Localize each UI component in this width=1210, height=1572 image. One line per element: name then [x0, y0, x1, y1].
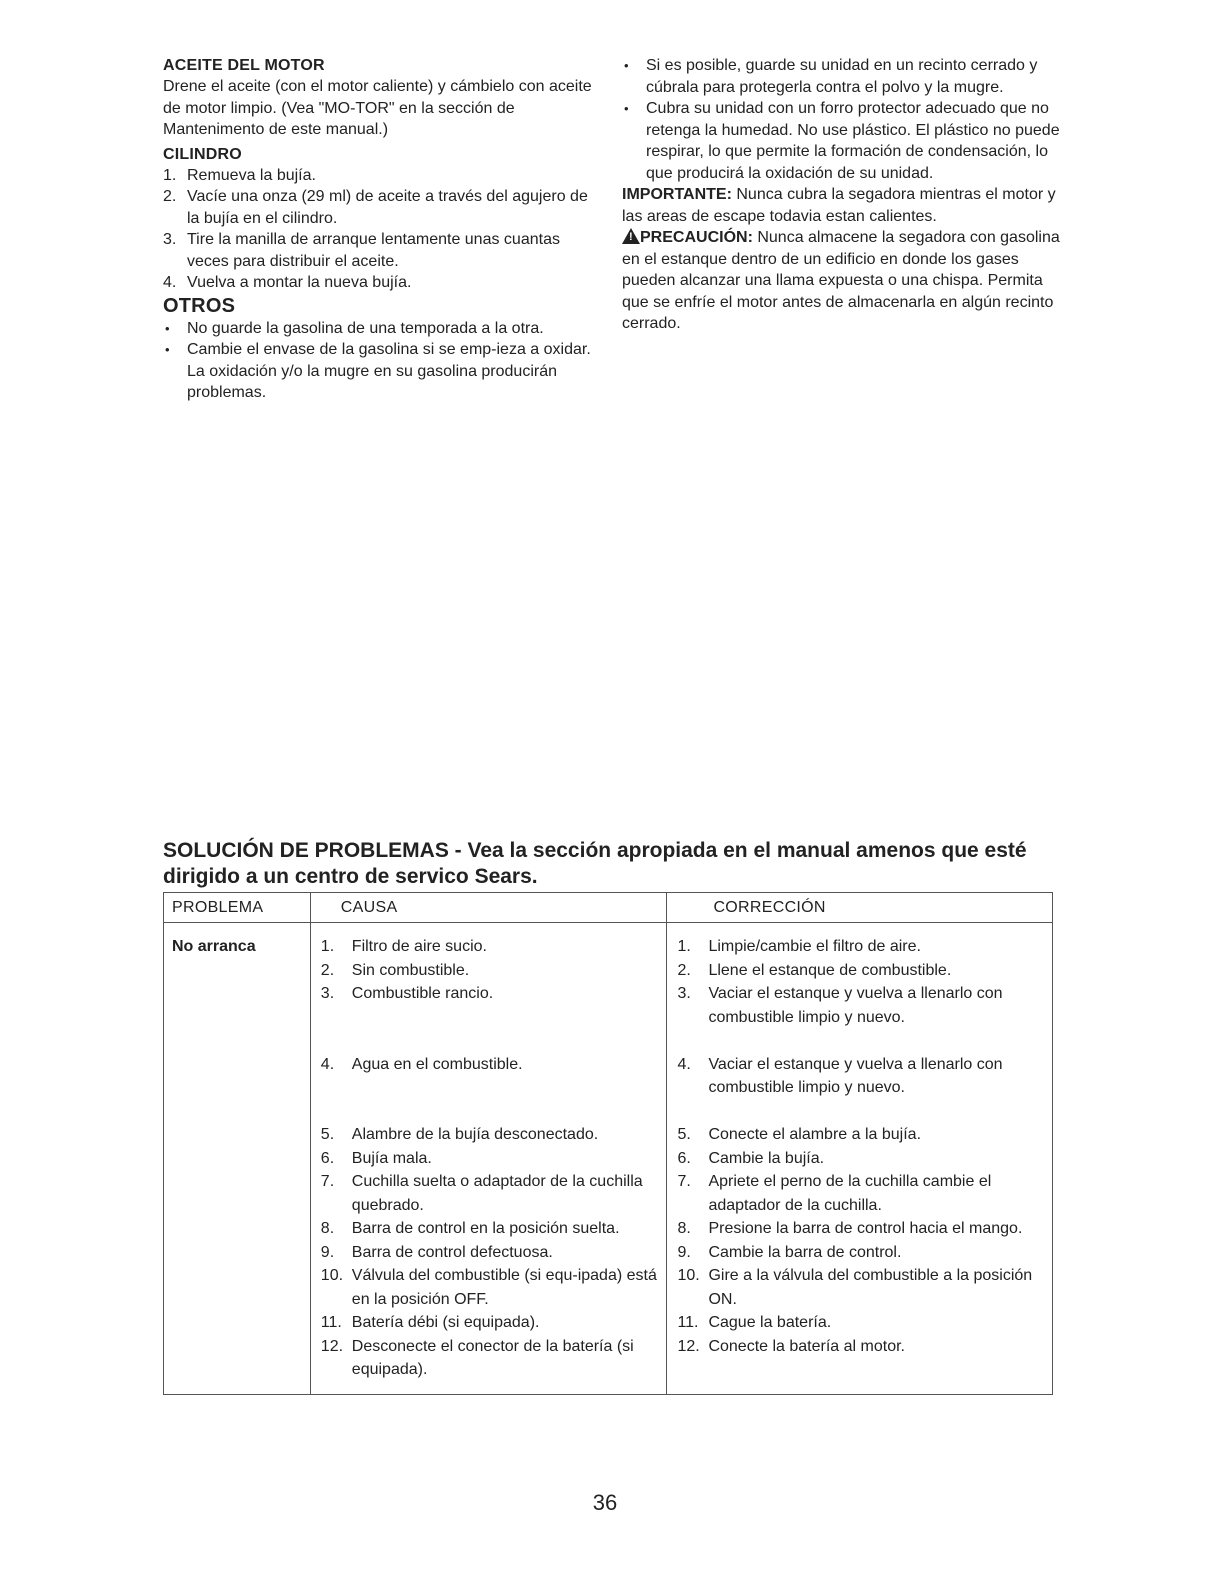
list-item: 3. Combustible rancio. — [320, 985, 494, 1002]
list-item: • No guarde la gasolina de una temporada a la otra. — [163, 318, 603, 340]
storage-tips-list — [622, 55, 1062, 184]
bullet-icon: • — [624, 101, 629, 116]
troubleshooting-table — [163, 892, 1053, 1395]
bullet-icon: • — [624, 58, 629, 73]
list-item: 1. Remueva la bujía. — [163, 166, 316, 184]
warning-triangle-icon — [622, 228, 640, 244]
list-item: 7. Cuchilla suelta o adaptador de la cuchilla quebrado. — [320, 1173, 643, 1214]
list-item: 2. Sin combustible. — [320, 961, 470, 979]
list-item: 5. Alambre de la bujía desconectado. — [320, 1126, 599, 1143]
list-item: • Si es posible, guarde su unidad en un recinto cerrado y cúbrala para protegerla contra el polvo y la mugre. — [624, 57, 1038, 96]
list-item: 10. Gire a la válvula del combustible a la posición ON. — [677, 1267, 1033, 1308]
list-item: 1. Limpie/cambie el filtro de aire. — [677, 938, 921, 955]
cilindro-steps — [163, 165, 603, 294]
list-item: • Cambie el envase de la gasolina si se emp-ieza a oxidar. La oxidación y/o la mugre en su gasolina producirán problemas. — [165, 341, 591, 401]
list-item: 10. Válvula del combustible (si equ-ipada) está en la posición OFF. — [320, 1267, 657, 1308]
table-header-row — [164, 893, 1053, 923]
bullet-icon: • — [165, 342, 170, 357]
troubleshooting-title: SOLUCIÓN DE PROBLEMAS - Vea la sección apropiada en el manual amenos que esté dirigido a un centro de servico Sears. — [163, 839, 1027, 888]
page-number: 36 — [592, 1490, 618, 1515]
header-correccion: CORRECCIÓN — [667, 893, 1053, 923]
list-item: 1. Filtro de aire sucio. — [320, 938, 487, 955]
left-column — [163, 55, 603, 404]
importante-note: IMPORTANTE: Nunca cubra la segadora mientras el motor y las areas de escape todavia estan calientes. — [622, 186, 1056, 225]
otros-heading: OTROS — [163, 294, 236, 317]
list-item: 11. Batería débi (si equipada). — [320, 1314, 540, 1331]
problem-cell: No arranca — [164, 923, 311, 1395]
corrections-list — [675, 935, 1044, 1358]
header-problema: PROBLEMA — [164, 893, 311, 923]
bullet-icon: • — [165, 320, 170, 336]
list-item: 2. Llene el estanque de combustible. — [677, 961, 952, 979]
list-item: 3. Tire la manilla de arranque lentamente unas cuantas veces para distribuir el aceite. — [163, 231, 560, 270]
list-item: 2. Vacíe una onza (29 ml) de aceite a través del agujero de la bujía en el cilindro. — [163, 188, 588, 227]
list-item: 4. Agua en el combustible. — [320, 1055, 523, 1073]
aceite-text: Drene el aceite (con el motor caliente) y cámbielo con aceite de motor limpio. (Vea "MO-TOR" en la sección de Mantenimento de este manual.) — [163, 78, 592, 138]
right-column — [622, 55, 1062, 335]
list-item: 11. Cague la batería. — [677, 1314, 832, 1331]
list-item: 9. Barra de control defectuosa. — [320, 1243, 553, 1261]
list-item: 5. Conecte el alambre a la bujía. — [677, 1126, 922, 1143]
list-item: 6. Bujía mala. — [320, 1149, 432, 1167]
list-item: 4. Vuelva a montar la nueva bujía. — [163, 274, 412, 291]
causes-list — [319, 935, 659, 1382]
otros-list — [163, 318, 603, 404]
list-item: 9. Cambie la barra de control. — [677, 1243, 902, 1261]
list-item: 4. Vaciar el estanque y vuelva a llenarlo con combustible limpio y nuevo. — [677, 1055, 1003, 1096]
causes-cell — [310, 923, 667, 1395]
list-item: 6. Cambie la bujía. — [677, 1149, 825, 1167]
aceite-heading: ACEITE DEL MOTOR — [163, 57, 325, 74]
list-item: 12. Conecte la batería al motor. — [677, 1337, 905, 1355]
list-item: 12. Desconecte el conector de la batería (si equipada). — [320, 1337, 634, 1378]
precaucion-note: !PRECAUCIÓN: Nunca almacene la segadora con gasolina en el estanque dentro de un edificio en donde los gases pueden alcanzar una llama expuesta o una chispa. Permita que se enfríe el motor antes de almacenarla en algún recinto cerrado. — [622, 227, 1062, 335]
list-item: • Cubra su unidad con un forro protector adecuado que no retenga la humedad. No use plástico. El plástico no puede respirar, lo que permite la formación de condensación, lo que producirá la oxidación de su unidad. — [624, 100, 1060, 182]
cilindro-heading: CILINDRO — [163, 145, 242, 163]
list-item: 8. Presione la barra de control hacia el mango. — [677, 1220, 1023, 1237]
list-item: 8. Barra de control en la posición suelta. — [320, 1220, 620, 1237]
table-row — [164, 923, 1053, 1395]
list-item: 7. Apriete el perno de la cuchilla cambie el adaptador de la cuchilla. — [677, 1173, 992, 1214]
header-causa: CAUSA — [310, 893, 667, 923]
corrections-cell — [667, 923, 1053, 1395]
list-item: 3. Vaciar el estanque y vuelva a llenarlo con combustible limpio y nuevo. — [677, 985, 1003, 1026]
